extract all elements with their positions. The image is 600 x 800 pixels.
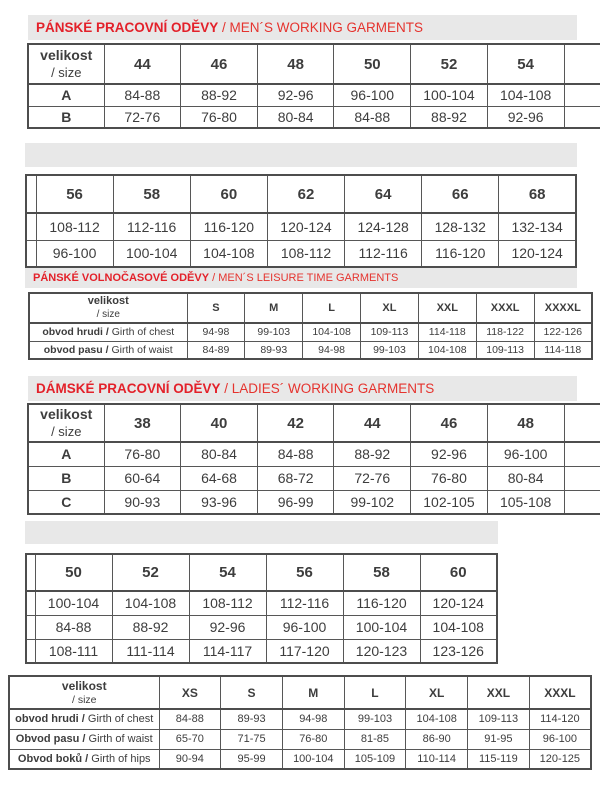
row-label-czech: C — [61, 493, 72, 510]
measurement-cell: 92-96 — [189, 615, 266, 639]
measurement-cell: 99-103 — [361, 341, 419, 359]
table-row — [9, 729, 591, 749]
measurement-cell: 104-108 — [420, 615, 497, 639]
measurement-cell: 90-94 — [159, 749, 221, 769]
size-header-cell: XXL — [418, 293, 476, 323]
measurement-cell: 108-112 — [36, 213, 113, 240]
measurement-cell: 88-92 — [181, 84, 258, 106]
measurement-cell: 112-116 — [266, 591, 343, 615]
corner-label-english: / size — [51, 64, 82, 80]
row-label-cell — [9, 709, 159, 729]
measurement-cell: 96-100 — [529, 729, 591, 749]
measurement-cell: 71-75 — [221, 729, 283, 749]
table-ladies-working-sizes-50-60 — [25, 553, 498, 664]
section-title-mens-working — [28, 15, 577, 40]
row-label-czech: Obvod pasu / — [15, 733, 86, 745]
size-header-cell: S — [221, 676, 283, 709]
measurement-cell: 104-108 — [406, 709, 468, 729]
table-row — [26, 591, 497, 615]
measurement-cell: 86-90 — [406, 729, 468, 749]
measurement-cell: 116-120 — [343, 591, 420, 615]
table-ladies-letter-sizes — [8, 675, 592, 770]
row-label-english: Girth of waist — [108, 343, 173, 356]
measurement-cell: 115-119 — [468, 749, 530, 769]
measurement-cell: 81-85 — [344, 729, 406, 749]
size-header-cell: 54 — [189, 554, 266, 591]
table-header-row — [9, 676, 591, 709]
size-header-cell: 54 — [487, 44, 564, 84]
size-header-cell: 52 — [112, 554, 189, 591]
measurement-cell: 100-104 — [411, 84, 488, 106]
measurement-cell: 64-68 — [181, 466, 258, 490]
table-row — [28, 442, 600, 466]
table-row — [26, 240, 576, 267]
measurement-cell: 80-84 — [257, 106, 334, 128]
measurement-cell: 84-88 — [334, 106, 411, 128]
corner-label-czech: velikost — [61, 678, 107, 693]
measurement-cell: 76-80 — [411, 466, 488, 490]
section-title-ladies-working — [28, 376, 577, 401]
size-header-cell: 48 — [257, 44, 334, 84]
measurement-cell: 96-100 — [36, 240, 113, 267]
corner-label-english: / size — [96, 308, 120, 320]
measurement-cell: 76-80 — [282, 729, 344, 749]
measurement-cell: 84-88 — [159, 709, 221, 729]
measurement-cell: 104-108 — [190, 240, 267, 267]
row-label-czech: obvod pasu / — [43, 343, 109, 356]
row-label-czech: A — [61, 87, 72, 104]
size-header-cell: 62 — [267, 175, 344, 213]
table-mens-working-sizes-44-54 — [27, 43, 600, 129]
measurement-cell: 99-102 — [334, 490, 411, 514]
clipped-cell — [26, 639, 35, 663]
table-header-row — [28, 44, 600, 84]
measurement-cell: 120-123 — [343, 639, 420, 663]
table-row — [29, 323, 592, 341]
table-row — [9, 709, 591, 729]
table-row — [9, 749, 591, 769]
measurement-cell: 114-120 — [529, 709, 591, 729]
corner-label-english: / size — [71, 693, 97, 706]
measurement-cell: 80-84 — [181, 442, 258, 466]
measurement-cell: 99-103 — [245, 323, 303, 341]
measurement-cell: 92-96 — [257, 84, 334, 106]
row-label-english: Girth of chest — [84, 713, 154, 726]
size-header-cell: L — [344, 676, 406, 709]
measurement-cell: 95-99 — [221, 749, 283, 769]
corner-label-czech: velikost — [87, 295, 129, 308]
measurement-cell: 72-76 — [334, 466, 411, 490]
measurement-cell: 108-112 — [189, 591, 266, 615]
clipped-cell — [564, 106, 600, 128]
size-header-cell: 40 — [181, 404, 258, 442]
size-header-cell: 56 — [266, 554, 343, 591]
measurement-cell: 112-116 — [113, 213, 190, 240]
section-title-english: / MEN´S LEISURE TIME GARMENTS — [209, 272, 399, 284]
row-label-czech: obvod hrudi / — [15, 713, 85, 726]
measurement-cell: 84-88 — [104, 84, 181, 106]
row-label-english: Girth of hips — [88, 752, 151, 765]
measurement-cell: 80-84 — [487, 466, 564, 490]
size-header-cell: 56 — [36, 175, 113, 213]
measurement-cell: 90-93 — [104, 490, 181, 514]
size-label-corner-cell — [29, 293, 187, 323]
row-label-czech: obvod hrudi / — [42, 326, 109, 339]
measurement-cell: 122-126 — [534, 323, 592, 341]
size-header-cell: XXL — [468, 676, 530, 709]
measurement-cell: 108-111 — [35, 639, 112, 663]
size-header-cell: 58 — [343, 554, 420, 591]
table-header-row — [26, 554, 497, 591]
measurement-cell: 132-134 — [499, 213, 576, 240]
table-mens-working-sizes-56-68 — [25, 174, 577, 268]
row-label-cell — [28, 106, 104, 128]
measurement-cell: 96-100 — [266, 615, 343, 639]
size-label-corner-cell — [28, 44, 104, 84]
measurement-cell: 84-88 — [35, 615, 112, 639]
size-label-corner-cell — [28, 404, 104, 442]
row-label-cell — [28, 490, 104, 514]
measurement-cell: 96-100 — [487, 442, 564, 466]
clipped-column-header — [26, 175, 36, 213]
size-header-cell: 44 — [104, 44, 181, 84]
size-header-cell: M — [282, 676, 344, 709]
size-header-cell: 52 — [411, 44, 488, 84]
measurement-cell: 116-120 — [190, 213, 267, 240]
clipped-cell — [26, 240, 36, 267]
measurement-cell: 88-92 — [112, 615, 189, 639]
measurement-cell: 114-118 — [534, 341, 592, 359]
measurement-cell: 99-103 — [344, 709, 406, 729]
measurement-cell: 68-72 — [257, 466, 334, 490]
measurement-cell: 93-96 — [181, 490, 258, 514]
row-label-czech: B — [61, 108, 72, 125]
measurement-cell: 124-128 — [345, 213, 422, 240]
row-label-cell — [29, 323, 187, 341]
clipped-cell — [26, 213, 36, 240]
clipped-cell — [564, 84, 600, 106]
size-header-cell: 68 — [499, 175, 576, 213]
size-header-cell: 58 — [113, 175, 190, 213]
row-label-czech: B — [61, 470, 72, 486]
section-title-english: / MEN´S WORKING GARMENTS — [218, 20, 424, 35]
row-label-cell — [29, 341, 187, 359]
measurement-cell: 100-104 — [282, 749, 344, 769]
section-title-english: / LADIES´ WORKING GARMENTS — [220, 381, 435, 396]
measurement-cell: 89-93 — [221, 709, 283, 729]
measurement-cell: 104-108 — [303, 323, 361, 341]
measurement-cell: 88-92 — [334, 442, 411, 466]
size-header-cell: 48 — [487, 404, 564, 442]
table-row — [29, 341, 592, 359]
measurement-cell: 108-112 — [267, 240, 344, 267]
size-header-cell: 64 — [345, 175, 422, 213]
size-header-cell: S — [187, 293, 245, 323]
measurement-cell: 96-100 — [334, 84, 411, 106]
measurement-cell: 109-113 — [476, 341, 534, 359]
size-header-cell: 44 — [334, 404, 411, 442]
size-header-cell: L — [303, 293, 361, 323]
section-title-czech: PÁNSKÉ PRACOVNÍ ODĚVY — [36, 20, 219, 35]
table-row — [26, 639, 497, 663]
measurement-cell: 102-105 — [411, 490, 488, 514]
measurement-cell: 60-64 — [104, 466, 181, 490]
measurement-cell: 84-88 — [257, 442, 334, 466]
size-header-cell: 42 — [257, 404, 334, 442]
measurement-cell: 120-125 — [529, 749, 591, 769]
measurement-cell: 89-93 — [245, 341, 303, 359]
size-header-cell: XXXL — [529, 676, 591, 709]
measurement-cell: 105-108 — [487, 490, 564, 514]
measurement-cell: 76-80 — [181, 106, 258, 128]
measurement-cell: 96-99 — [257, 490, 334, 514]
measurement-cell: 88-92 — [411, 106, 488, 128]
measurement-cell: 104-108 — [418, 341, 476, 359]
size-label-corner-cell — [9, 676, 159, 709]
size-header-cell: XXXL — [476, 293, 534, 323]
measurement-cell: 116-120 — [422, 240, 499, 267]
measurement-cell: 128-132 — [422, 213, 499, 240]
corner-label-english: / size — [51, 423, 82, 439]
size-header-cell: 66 — [422, 175, 499, 213]
measurement-cell: 76-80 — [104, 442, 181, 466]
table-header-row — [29, 293, 592, 323]
measurement-cell: 92-96 — [487, 106, 564, 128]
measurement-cell: 100-104 — [113, 240, 190, 267]
clipped-cell — [564, 442, 600, 466]
clipped-cell — [26, 591, 35, 615]
section-title-czech: DÁMSKÉ PRACOVNÍ ODĚVY — [36, 381, 221, 396]
corner-label-czech: velikost — [40, 406, 93, 423]
measurement-cell: 94-98 — [303, 341, 361, 359]
row-label-cell — [28, 442, 104, 466]
measurement-cell: 91-95 — [468, 729, 530, 749]
measurement-cell: 84-89 — [187, 341, 245, 359]
row-label-english: Girth of chest — [108, 326, 175, 339]
table-row — [28, 84, 600, 106]
measurement-cell: 123-126 — [420, 639, 497, 663]
row-label-english: Girth of waist — [85, 733, 153, 745]
measurement-cell: 110-114 — [406, 749, 468, 769]
table-row — [26, 615, 497, 639]
measurement-cell: 92-96 — [411, 442, 488, 466]
row-label-cell — [28, 466, 104, 490]
measurement-cell: 105-109 — [344, 749, 406, 769]
size-header-cell: XL — [406, 676, 468, 709]
measurement-cell: 104-108 — [112, 591, 189, 615]
row-label-cell — [28, 84, 104, 106]
size-header-cell: 60 — [190, 175, 267, 213]
clipped-column-header — [564, 44, 600, 84]
clipped-column-header — [26, 554, 35, 591]
table-row — [28, 106, 600, 128]
size-header-cell: XXXXL — [534, 293, 592, 323]
measurement-cell: 117-120 — [266, 639, 343, 663]
measurement-cell: 114-117 — [189, 639, 266, 663]
size-header-cell: 38 — [104, 404, 181, 442]
corner-label-czech: velikost — [40, 47, 93, 64]
measurement-cell: 65-70 — [159, 729, 221, 749]
clipped-cell — [26, 615, 35, 639]
size-header-cell: 60 — [420, 554, 497, 591]
size-header-cell: XL — [361, 293, 419, 323]
measurement-cell: 120-124 — [420, 591, 497, 615]
measurement-cell: 118-122 — [476, 323, 534, 341]
measurement-cell: 120-124 — [267, 213, 344, 240]
table-row — [28, 490, 600, 514]
table-ladies-working-sizes-38-48 — [27, 403, 600, 515]
row-label-czech: Obvod boků / — [17, 752, 89, 765]
size-header-cell: 46 — [181, 44, 258, 84]
size-header-cell: M — [245, 293, 303, 323]
row-label-cell — [9, 729, 159, 749]
measurement-cell: 112-116 — [345, 240, 422, 267]
measurement-cell: 111-114 — [112, 639, 189, 663]
table-header-row — [26, 175, 576, 213]
measurement-cell: 104-108 — [487, 84, 564, 106]
table-mens-leisure-sizes — [28, 292, 593, 360]
section-separator-bar — [25, 521, 498, 544]
measurement-cell: 109-113 — [361, 323, 419, 341]
size-header-cell: 50 — [334, 44, 411, 84]
measurement-cell: 94-98 — [282, 709, 344, 729]
measurement-cell: 100-104 — [343, 615, 420, 639]
measurement-cell: 72-76 — [104, 106, 181, 128]
table-row — [26, 213, 576, 240]
row-label-cell — [9, 749, 159, 769]
clipped-cell — [564, 490, 600, 514]
measurement-cell: 114-118 — [418, 323, 476, 341]
section-separator-bar — [25, 143, 577, 167]
table-header-row — [28, 404, 600, 442]
measurement-cell: 120-124 — [499, 240, 576, 267]
size-header-cell: 50 — [35, 554, 112, 591]
section-title-mens-leisure — [25, 268, 577, 288]
row-label-czech: A — [61, 446, 72, 463]
clipped-column-header — [564, 404, 600, 442]
clipped-cell — [564, 466, 600, 490]
measurement-cell: 109-113 — [468, 709, 530, 729]
size-header-cell: XS — [159, 676, 221, 709]
section-title-czech: PÁNSKÉ VOLNOČASOVÉ ODĚVY — [33, 272, 210, 284]
table-row — [28, 466, 600, 490]
measurement-cell: 94-98 — [187, 323, 245, 341]
size-header-cell: 46 — [411, 404, 488, 442]
measurement-cell: 100-104 — [35, 591, 112, 615]
